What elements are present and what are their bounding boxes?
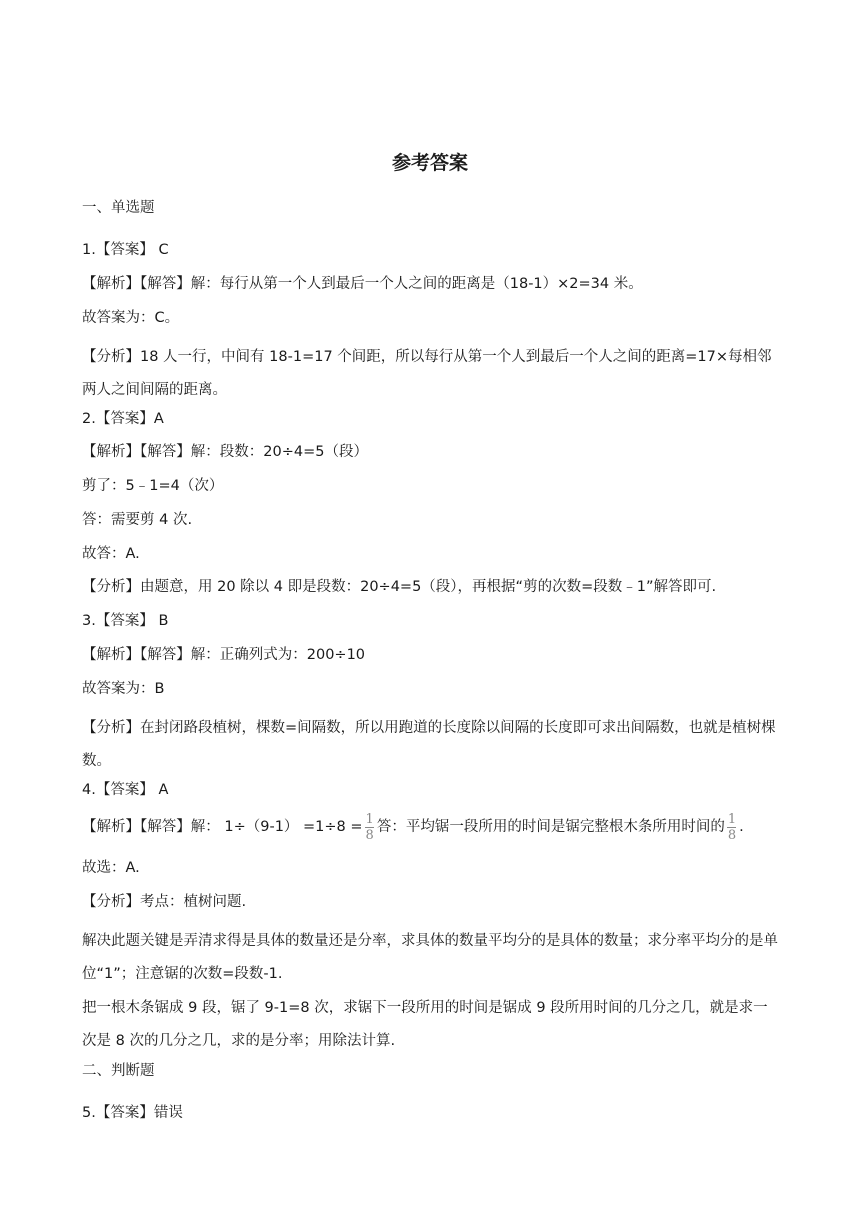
q2-reply: 答：需要剪 4 次. <box>82 512 193 528</box>
q4-analysis-paragraph-1: 解决此题关键是弄清求得是具体的数量还是分率，求具体的数量平均分的是具体的数量；求分率平均分的是单位“1”；注意锯的次数=段数-1. <box>82 933 778 982</box>
q1-conclusion: 故答案为：C。 <box>82 310 180 326</box>
fraction-denominator: 8 <box>365 827 374 843</box>
q4-explanation-calc: 【解析】【解答】解： 1÷（9-1） =1÷8 = <box>82 819 363 835</box>
q2-explanation: 【解析】【解答】解：段数：20÷4=5（段） <box>82 444 368 460</box>
section-heading-true-false: 二、判断题 <box>82 1063 155 1079</box>
q4-analysis-paragraph-2: 把一根木条锯成 9 段，锯了 9-1=8 次，求锯下一段所用的时间是锯成 9 段所用时间的几分之几，就是求一次是 8 次的几分之几，求的是分率；用除法计算. <box>82 1000 768 1049</box>
fraction-denominator: 8 <box>727 827 737 843</box>
q4-answer: 4.【答案】 A <box>82 782 169 798</box>
q1-explanation: 【解析】【解答】解：每行从第一个人到最后一个人之间的距离是（18-1）×2=34 米。 <box>82 276 643 292</box>
q3-conclusion: 故答案为：B <box>82 681 165 697</box>
q4-explanation-reply: 答：平均锯一段所用的时间是锯完整根木条所用时间的 <box>376 819 725 835</box>
q2-analysis: 【分析】由题意，用 20 除以 4 即是段数：20÷4=5（段），再根据“剪的次数=段数﹣1”解答即可. <box>82 579 717 595</box>
section-heading-single-choice: 一、单选题 <box>82 200 155 216</box>
q3-analysis: 【分析】在封闭路段植树，棵数=间隔数，所以用跑道的长度除以间隔的长度即可求出间隔数，也就是植树棵数。 <box>82 720 776 769</box>
q2-cut-count: 剪了：5﹣1=4（次） <box>82 478 224 494</box>
q2-answer: 2.【答案】A <box>82 411 164 427</box>
fraction-numerator: 1 <box>727 811 737 827</box>
q5-answer: 5.【答案】错误 <box>82 1105 183 1121</box>
q4-explanation-end: . <box>739 819 744 835</box>
page-title: 参考答案 <box>391 152 468 174</box>
q3-answer: 3.【答案】 B <box>82 613 169 629</box>
fraction-one-eighth <box>365 813 375 842</box>
q1-answer: 1.【答案】 C <box>82 242 169 258</box>
q4-conclusion: 故选：A. <box>82 860 140 876</box>
q1-analysis: 【分析】18 人一行，中间有 18-1=17 个间距，所以每行从第一个人到最后一个人之间的距离=17×每相邻两人之间间隔的距离。 <box>82 349 772 398</box>
q4-explanation <box>82 812 780 842</box>
q2-conclusion: 故答：A. <box>82 546 140 562</box>
fraction-numerator: 1 <box>365 811 374 827</box>
q4-analysis: 【分析】考点：植树问题. <box>82 894 247 910</box>
q3-explanation: 【解析】【解答】解：正确列式为：200÷10 <box>82 647 366 663</box>
fraction-one-eighth <box>727 813 737 842</box>
